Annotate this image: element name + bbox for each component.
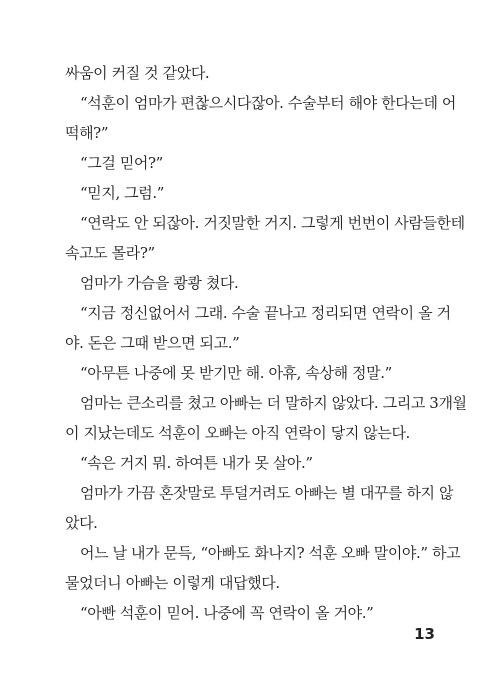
body-text (65, 58, 467, 628)
text-line: “속은 거지 뭐. 하여튼 내가 못 살아.” (80, 454, 313, 472)
text-line: “연락도 안 되잖아. 거짓말한 거지. 그렇게 번번이 사람들한테 (80, 214, 465, 232)
text-line: 엄마가 가슴을 쾅쾅 쳤다. (80, 274, 239, 292)
text-line: 야. 돈은 그때 받으면 되고.” (65, 334, 240, 352)
page-number: 13 (414, 625, 435, 643)
text-line: 싸움이 커질 것 같았다. (65, 64, 210, 82)
text-line: “믿지, 그럼.” (80, 184, 165, 202)
text-line: 떡해?” (65, 124, 109, 142)
text-line: “지금 정신없어서 그래. 수술 끝나고 정리되면 연락이 올 거 (80, 304, 451, 322)
text-line: “석훈이 엄마가 편찮으시다잖아. 수술부터 해야 한다는데 어 (80, 94, 457, 112)
text-line: 속고도 몰라?” (65, 244, 155, 262)
text-line: “그걸 믿어?” (80, 154, 163, 172)
text-line: 엄마는 큰소리를 쳤고 아빠는 더 말하지 않았다. 그리고 3개월 (80, 394, 467, 412)
text-line: “아빤 석훈이 믿어. 나중에 꼭 연락이 올 거야.” (80, 604, 374, 622)
text-line: 았다. (65, 514, 98, 532)
text-line: 물었더니 아빠는 이렇게 대답했다. (65, 574, 280, 592)
text-line: 엄마가 가끔 혼잣말로 투덜거려도 아빠는 별 대꾸를 하지 않 (80, 484, 454, 502)
text-line: 이 지났는데도 석훈이 오빠는 아직 연락이 닿지 않는다. (65, 424, 410, 442)
text-line: 어느 날 내가 문득, “아빠도 화나지? 석훈 오빠 말이야.” 하고 (80, 544, 461, 562)
text-line: “아무튼 나중에 못 받기만 해. 아휴, 속상해 정말.” (80, 364, 392, 382)
